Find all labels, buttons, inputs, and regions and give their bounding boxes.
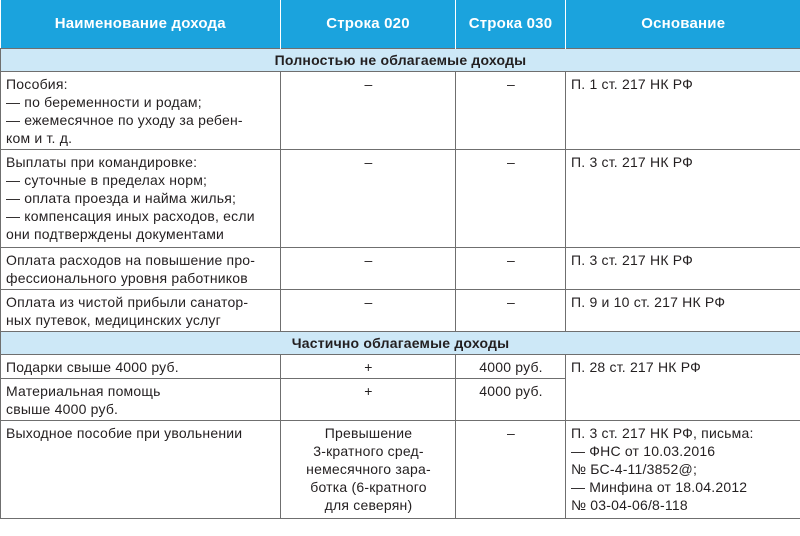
cell-line: — ежемесячное по уходу за ребен- (6, 112, 243, 128)
cell-line: Оплата из чистой прибыли санатор- (6, 294, 249, 310)
cell-line: П. 3 ст. 217 НК РФ, письма: (571, 425, 754, 441)
cell-line: Материальная помощь (6, 383, 161, 399)
cell-line: — оплата проезда и найма жилья; (6, 190, 237, 206)
cell-line: — Минфина от 18.04.2012 (571, 479, 748, 495)
income-name-cell (1, 421, 281, 519)
section-title: Частично облагаемые доходы (1, 332, 800, 355)
cell-line: Выплаты при командировке: (6, 154, 198, 170)
cell-line: немесячного зара- (306, 461, 431, 477)
line-030-cell: – (456, 150, 566, 248)
header-basis: Основание (566, 0, 800, 49)
line-020-cell: – (281, 72, 456, 150)
cell-line: для северян) (324, 497, 413, 513)
line-030-cell: – (456, 290, 566, 332)
cell-line: 3-кратного сред- (313, 443, 424, 459)
table-row (1, 290, 800, 332)
line-020-cell (281, 421, 456, 519)
table-row (1, 150, 800, 248)
section-row-nontaxable (1, 49, 800, 72)
cell-line: — суточные в пределах норм; (6, 172, 208, 188)
cell-line: № БС-4-11/3852@; (571, 461, 698, 477)
cell-line: фессионального уровня работников (6, 270, 248, 286)
cell-line: Превышение (324, 425, 413, 441)
cell-line: Пособия: (6, 76, 68, 92)
income-name-cell (1, 248, 281, 290)
basis-cell (566, 290, 800, 332)
line-030-cell: – (456, 248, 566, 290)
cell-line: Подарки свыше 4000 руб. (6, 359, 179, 375)
line-030-cell: 4000 руб. (456, 355, 566, 379)
table-row (1, 355, 800, 379)
basis-cell (566, 248, 800, 290)
header-income-name: Наименование дохода (1, 0, 281, 49)
income-name-cell (1, 355, 281, 379)
income-name-cell (1, 290, 281, 332)
cell-line: — ФНС от 10.03.2016 (571, 443, 716, 459)
cell-line: П. 1 ст. 217 НК РФ (571, 76, 693, 92)
cell-line: П. 9 и 10 ст. 217 НК РФ (571, 294, 726, 310)
cell-line: Оплата расходов на повышение про- (6, 252, 256, 268)
line-020-cell: + (281, 379, 456, 421)
cell-line: П. 3 ст. 217 НК РФ (571, 154, 693, 170)
cell-line: свыше 4000 руб. (6, 401, 119, 417)
section-row-partially-taxable (1, 332, 800, 355)
cell-line: ных путевок, медицинских услуг (6, 312, 221, 328)
line-020-cell: – (281, 248, 456, 290)
section-title: Полностью не облагаемые доходы (1, 49, 800, 72)
basis-cell (566, 150, 800, 248)
line-020-cell: – (281, 290, 456, 332)
basis-cell (566, 421, 800, 519)
table-row (1, 72, 800, 150)
header-line-030: Строка 030 (456, 0, 566, 49)
cell-line: П. 3 ст. 217 НК РФ (571, 252, 693, 268)
cell-line: — компенсация иных расходов, если (6, 208, 255, 224)
cell-line: П. 28 ст. 217 НК РФ (571, 359, 701, 375)
cell-line: ботка (6-кратного (310, 479, 427, 495)
table-row (1, 248, 800, 290)
cell-line: ком и т. д. (6, 130, 73, 146)
header-line-020: Строка 020 (281, 0, 456, 49)
basis-cell (566, 355, 800, 421)
line-020-cell: + (281, 355, 456, 379)
basis-cell (566, 72, 800, 150)
cell-line: Выходное пособие при увольнении (6, 425, 243, 441)
income-name-cell (1, 150, 281, 248)
cell-line: — по беременности и родам; (6, 94, 202, 110)
income-name-cell (1, 72, 281, 150)
income-name-cell (1, 379, 281, 421)
line-030-cell: 4000 руб. (456, 379, 566, 421)
cell-line: № 03-04-06/8-118 (571, 497, 688, 513)
line-030-cell: – (456, 421, 566, 519)
line-020-cell: – (281, 150, 456, 248)
cell-line: они подтверждены документами (6, 226, 225, 242)
table-header-row (1, 0, 800, 49)
table-row (1, 421, 800, 519)
line-030-cell: – (456, 72, 566, 150)
